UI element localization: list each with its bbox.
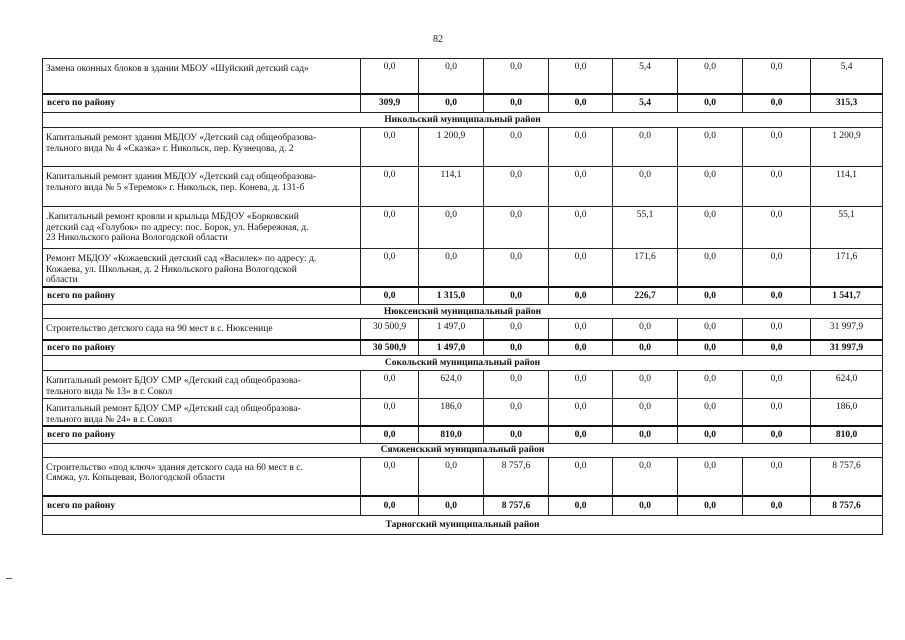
value-cell: 31 997,9 (811, 319, 883, 340)
total-value-cell: 1 497,0 (419, 340, 484, 356)
value-cell: 0,0 (678, 167, 743, 207)
total-value-cell: 1 541,7 (811, 287, 883, 305)
value-cell: 0,0 (678, 457, 743, 496)
value-cell: 0,0 (613, 319, 678, 340)
section-row (43, 356, 883, 371)
table-row (43, 371, 883, 399)
total-value-cell: 0,0 (549, 496, 613, 515)
total-value-cell: 810,0 (811, 426, 883, 443)
value-cell: 0,0 (361, 128, 419, 167)
value-cell: 55,1 (811, 207, 883, 249)
table-row (43, 399, 883, 427)
value-cell: 0,0 (613, 457, 678, 496)
section-header: Нюксенский муниципальный район (43, 305, 883, 319)
total-value-cell: 315,3 (811, 94, 883, 113)
value-cell: 0,0 (678, 399, 743, 427)
total-label: всего по району (43, 287, 361, 305)
value-cell: 171,6 (811, 249, 883, 287)
value-cell: 0,0 (743, 128, 811, 167)
total-value-cell: 0,0 (361, 426, 419, 443)
item-name-cell: Капитальный ремонт здания МБДОУ «Детский сад общеобразова- тельного вида № 4 «Сказка» г. Никольск, пер. Кузнецова, д. 2 (43, 128, 361, 167)
section-row (43, 305, 883, 319)
total-value-cell: 0,0 (549, 426, 613, 443)
total-value-cell: 810,0 (419, 426, 484, 443)
total-value-cell: 8 757,6 (484, 496, 549, 515)
value-cell: 0,0 (549, 457, 613, 496)
value-cell: 0,0 (361, 457, 419, 496)
value-cell: 0,0 (678, 128, 743, 167)
value-cell: 30 500,9 (361, 319, 419, 340)
total-row (43, 94, 883, 113)
value-cell: 0,0 (549, 128, 613, 167)
total-label: всего по району (43, 340, 361, 356)
value-cell: 0,0 (361, 207, 419, 249)
value-cell: 0,0 (743, 249, 811, 287)
value-cell: 1 497,0 (419, 319, 484, 340)
value-cell: 0,0 (678, 249, 743, 287)
total-value-cell: 0,0 (549, 340, 613, 356)
total-value-cell: 0,0 (743, 287, 811, 305)
total-value-cell: 31 997,9 (811, 340, 883, 356)
value-cell: 171,6 (613, 249, 678, 287)
value-cell: 0,0 (613, 371, 678, 399)
value-cell: 8 757,6 (484, 457, 549, 496)
value-cell: 0,0 (549, 167, 613, 207)
value-cell: 0,0 (613, 399, 678, 427)
table-row (43, 207, 883, 249)
value-cell: 0,0 (743, 167, 811, 207)
total-value-cell: 0,0 (549, 287, 613, 305)
total-value-cell: 0,0 (484, 287, 549, 305)
total-value-cell: 0,0 (613, 426, 678, 443)
value-cell: 0,0 (419, 59, 484, 94)
value-cell: 1 200,9 (811, 128, 883, 167)
table-row (43, 59, 883, 94)
table-row (43, 319, 883, 340)
value-cell: 1 200,9 (419, 128, 484, 167)
item-name-cell: Капитальный ремонт здания МБДОУ «Детский сад общеобразова- тельного вида № 5 «Теремок» г. Никольск, пер. Конева, д. 131-б (43, 167, 361, 207)
value-cell: 0,0 (549, 399, 613, 427)
value-cell: 0,0 (361, 371, 419, 399)
total-value-cell: 309,9 (361, 94, 419, 113)
value-cell: 0,0 (549, 249, 613, 287)
total-value-cell: 0,0 (678, 340, 743, 356)
total-value-cell: 0,0 (484, 426, 549, 443)
total-value-cell: 0,0 (419, 94, 484, 113)
value-cell: 0,0 (743, 319, 811, 340)
value-cell: 0,0 (484, 249, 549, 287)
value-cell: 5,4 (613, 59, 678, 94)
table-body (43, 59, 883, 535)
value-cell: 0,0 (613, 167, 678, 207)
table-row (43, 249, 883, 287)
value-cell: 0,0 (743, 399, 811, 427)
budget-table (42, 58, 883, 535)
value-cell: 0,0 (743, 371, 811, 399)
value-cell: 5,4 (811, 59, 883, 94)
value-cell: 0,0 (484, 319, 549, 340)
total-value-cell: 0,0 (678, 287, 743, 305)
table-row (43, 128, 883, 167)
value-cell: 0,0 (613, 128, 678, 167)
total-row (43, 287, 883, 305)
total-value-cell: 0,0 (361, 496, 419, 515)
total-label: всего по району (43, 496, 361, 515)
section-row (43, 443, 883, 457)
item-name-cell: .Капитальный ремонт кровли и крыльца МБДОУ «Борковский детский сад «Голубок» по адресу: пос. Борок, ул. Набережная, д. 23 Никольского района Вологодской области (43, 207, 361, 249)
total-value-cell: 0,0 (743, 340, 811, 356)
value-cell: 0,0 (419, 207, 484, 249)
total-value-cell: 0,0 (613, 496, 678, 515)
value-cell: 0,0 (484, 207, 549, 249)
value-cell: 0,0 (743, 207, 811, 249)
item-name-cell: Ремонт МБДОУ «Кожаевский детский сад «Василек» по адресу: д. Кожаева, ул. Школьная, д. 2 Никольского района Вологодской области (43, 249, 361, 287)
total-value-cell: 0,0 (484, 94, 549, 113)
value-cell: 0,0 (484, 399, 549, 427)
value-cell: 0,0 (361, 249, 419, 287)
value-cell: 0,0 (549, 59, 613, 94)
value-cell: 186,0 (811, 399, 883, 427)
total-row (43, 340, 883, 356)
value-cell: 0,0 (743, 457, 811, 496)
value-cell: 55,1 (613, 207, 678, 249)
value-cell: 624,0 (419, 371, 484, 399)
value-cell: 0,0 (419, 249, 484, 287)
value-cell: 0,0 (549, 371, 613, 399)
value-cell: 0,0 (678, 319, 743, 340)
total-value-cell: 0,0 (613, 340, 678, 356)
value-cell: 0,0 (484, 167, 549, 207)
total-value-cell: 5,4 (613, 94, 678, 113)
value-cell: 0,0 (361, 59, 419, 94)
section-row (43, 515, 883, 534)
section-row (43, 113, 883, 128)
total-value-cell: 0,0 (678, 426, 743, 443)
total-value-cell: 1 315,0 (419, 287, 484, 305)
total-label: всего по району (43, 94, 361, 113)
item-name-cell: Строительство детского сада на 90 мест в с. Нюксенице (43, 319, 361, 340)
total-row (43, 426, 883, 443)
total-label: всего по району (43, 426, 361, 443)
value-cell: 0,0 (361, 167, 419, 207)
value-cell: 0,0 (419, 457, 484, 496)
value-cell: 0,0 (484, 371, 549, 399)
total-value-cell: 0,0 (484, 340, 549, 356)
table-row (43, 457, 883, 496)
table-row (43, 167, 883, 207)
item-name-cell: Строительство «под ключ» здания детского сада на 60 мест в с. Сямжа, ул. Копьцевая, Вологодской области (43, 457, 361, 496)
section-header: Тарногский муниципальный район (43, 515, 883, 534)
total-value-cell: 0,0 (361, 287, 419, 305)
value-cell: 186,0 (419, 399, 484, 427)
page-number: 82 (433, 34, 443, 45)
value-cell: 8 757,6 (811, 457, 883, 496)
value-cell: 0,0 (743, 59, 811, 94)
item-name-cell: Капитальный ремонт БДОУ СМР «Детский сад общеобразова- тельного вида № 13» в г. Сокол (43, 371, 361, 399)
section-header: Сокольский муниципальный район (43, 356, 883, 371)
total-value-cell: 0,0 (743, 426, 811, 443)
total-value-cell: 0,0 (678, 496, 743, 515)
value-cell: 0,0 (484, 59, 549, 94)
item-name-cell: Замена оконных блоков в здании МБОУ «Шуйский детский сад» (43, 59, 361, 94)
value-cell: 0,0 (549, 319, 613, 340)
value-cell: 0,0 (549, 207, 613, 249)
item-name-cell: Капитальный ремонт БДОУ СМР «Детский сад общеобразова- тельного вида № 24» в г. Сокол (43, 399, 361, 427)
value-cell: 624,0 (811, 371, 883, 399)
total-value-cell: 0,0 (678, 94, 743, 113)
value-cell: 0,0 (484, 128, 549, 167)
value-cell: 114,1 (419, 167, 484, 207)
total-value-cell: 0,0 (419, 496, 484, 515)
value-cell: 0,0 (678, 207, 743, 249)
total-value-cell: 8 757,6 (811, 496, 883, 515)
value-cell: 0,0 (361, 399, 419, 427)
total-value-cell: 0,0 (743, 94, 811, 113)
total-value-cell: 0,0 (549, 94, 613, 113)
section-header: Никольский муниципальный район (43, 113, 883, 128)
value-cell: 114,1 (811, 167, 883, 207)
margin-mark (6, 578, 12, 579)
total-value-cell: 226,7 (613, 287, 678, 305)
value-cell: 0,0 (678, 59, 743, 94)
total-value-cell: 30 500,9 (361, 340, 419, 356)
section-header: Сямженсккий муниципальный район (43, 443, 883, 457)
total-row (43, 496, 883, 515)
value-cell: 0,0 (678, 371, 743, 399)
total-value-cell: 0,0 (743, 496, 811, 515)
